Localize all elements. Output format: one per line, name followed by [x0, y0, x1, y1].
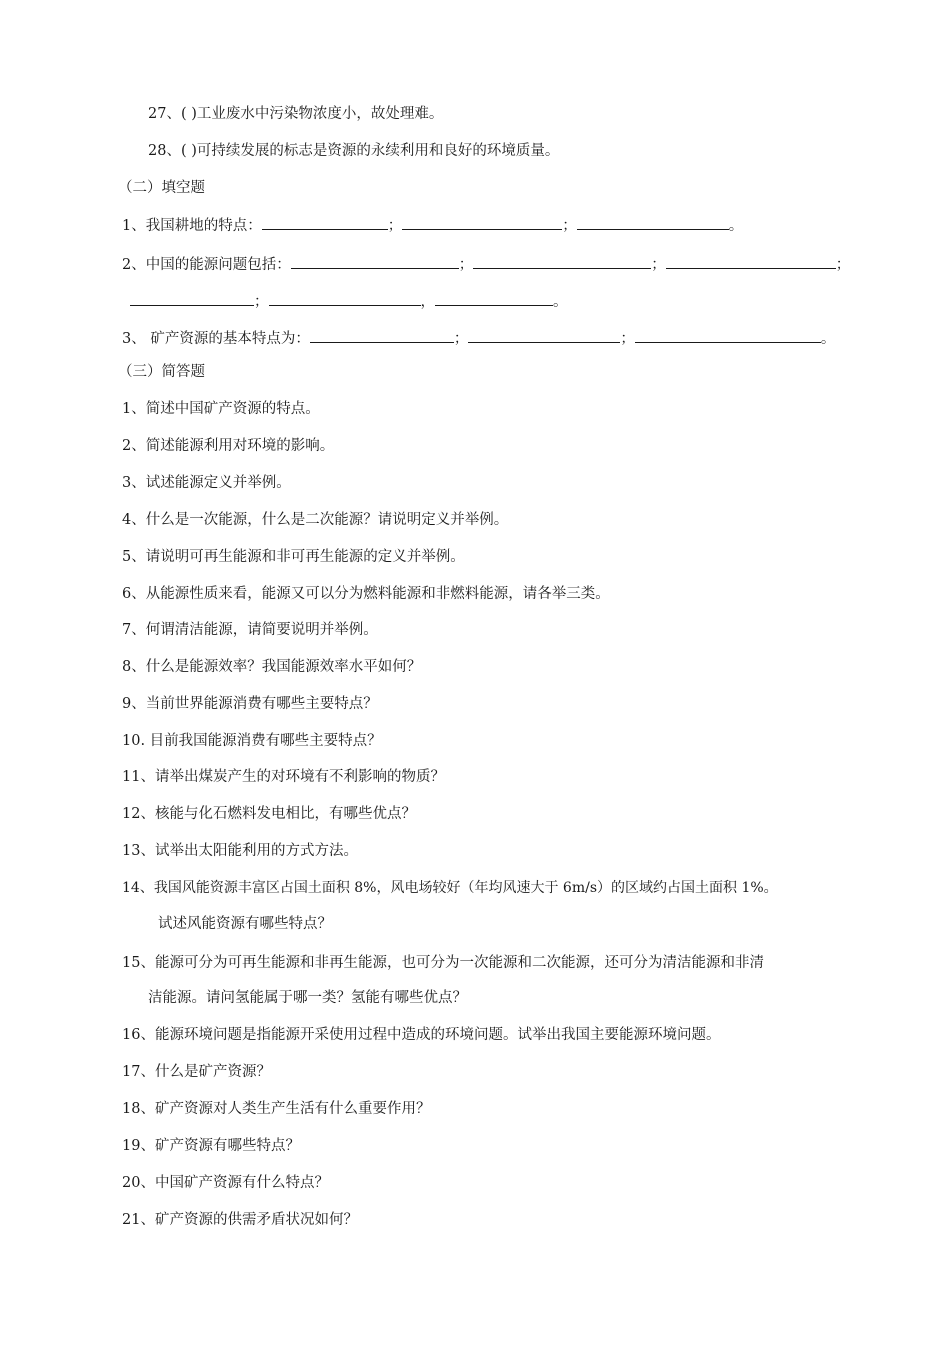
short-answer-question-13: 13、试举出太阳能利用的方式方法。: [122, 843, 358, 859]
short-answer-question-20: 20、中国矿产资源有什么特点？: [122, 1175, 329, 1191]
short-answer-question-17: 17、什么是矿产资源？: [122, 1064, 271, 1080]
short-answer-question-21: 21、矿产资源的供需矛盾状况如何？: [122, 1212, 358, 1228]
short-answer-question-8: 8、什么是能源效率？我国能源效率水平如何？: [122, 659, 422, 675]
fill-in-heading: （二）填空题: [118, 180, 205, 196]
answer-blank[interactable]: [310, 328, 454, 343]
short-answer-question-7: 7、何谓清洁能源，请简要说明并举例。: [122, 622, 378, 638]
short-answer-question-10: 10. 目前我国能源消费有哪些主要特点？: [122, 733, 382, 749]
short-answer-question-5: 5、请说明可再生能源和非可再生能源的定义并举例。: [122, 549, 465, 565]
short-answer-question-19: 19、矿产资源有哪些特点？: [122, 1138, 300, 1154]
short-answer-question-14: 14、我国风能资源丰富区占国土面积 8%，风电场较好（年均风速大于 6m/s）的区域约占国土面积 1%。: [122, 880, 778, 896]
short-answer-question-6: 6、从能源性质来看，能源又可以分为燃料能源和非燃料能源，请各举三类。: [122, 586, 610, 602]
separator: ；: [458, 257, 474, 273]
short-answer-question-4: 4、什么是一次能源，什么是二次能源？请说明定义并举例。: [122, 512, 509, 528]
short-answer-question-14-continued: 试述风能资源有哪些特点？: [158, 916, 332, 932]
short-answer-question-9: 9、当前世界能源消费有哪些主要特点？: [122, 696, 378, 712]
separator: ；: [453, 331, 469, 347]
separator: ；: [651, 257, 666, 273]
answer-blank[interactable]: [262, 215, 388, 230]
separator: 。: [728, 218, 744, 234]
answer-blank[interactable]: [635, 328, 821, 343]
short-answer-question-12: 12、核能与化石燃料发电相比，有哪些优点？: [122, 806, 416, 822]
answer-blank[interactable]: [269, 291, 421, 306]
answer-blank[interactable]: [130, 291, 254, 306]
answer-blank[interactable]: [402, 215, 562, 230]
answer-blank[interactable]: [435, 291, 553, 306]
short-answer-question-15-continued: 洁能源。请问氢能属于哪一类？氢能有哪些优点？: [148, 990, 467, 1006]
true-false-question-28: 28、( )可持续发展的标志是资源的永续利用和良好的环境质量。: [148, 143, 560, 159]
separator: 。: [820, 331, 836, 347]
fill-in-question-1-label: 1、我国耕地的特点：: [122, 218, 262, 234]
separator: ；: [620, 331, 635, 347]
fill-in-question-2-label: 2、中国的能源问题包括：: [122, 257, 291, 273]
separator: ，: [420, 294, 435, 310]
short-answer-question-18: 18、矿产资源对人类生产生活有什么重要作用？: [122, 1101, 431, 1117]
short-answer-question-2: 2、简述能源利用对环境的影响。: [122, 438, 335, 454]
separator: ；: [254, 294, 269, 310]
short-answer-question-15: 15、能源可分为可再生能源和非再生能源，也可分为一次能源和二次能源，还可分为清洁能源和非清: [122, 955, 764, 971]
true-false-question-27: 27、( )工业废水中污染物浓度小，故处理难。: [148, 106, 444, 122]
answer-blank[interactable]: [473, 254, 651, 269]
short-answer-question-3: 3、试述能源定义并举例。: [122, 475, 291, 491]
answer-blank[interactable]: [666, 254, 836, 269]
separator: ；: [387, 218, 403, 234]
short-answer-question-16: 16、能源环境问题是指能源开采使用过程中造成的环境问题。试举出我国主要能源环境问题。: [122, 1027, 721, 1043]
fill-in-question-2: [122, 254, 850, 274]
short-answer-question-1: 1、简述中国矿产资源的特点。: [122, 401, 320, 417]
short-answer-question-11: 11、请举出煤炭产生的对环境有不利影响的物质？: [122, 769, 445, 785]
answer-blank[interactable]: [468, 328, 620, 343]
fill-in-question-3: [122, 328, 835, 348]
fill-in-question-3-label: 3、 矿产资源的基本特点为：: [122, 331, 310, 347]
fill-in-question-1: [122, 215, 743, 235]
fill-in-question-2-continued: [130, 291, 568, 311]
separator: 。: [553, 294, 568, 310]
short-answer-heading: （三）简答题: [118, 364, 205, 380]
separator: ；: [562, 218, 577, 234]
separator: ；: [835, 257, 851, 273]
answer-blank[interactable]: [577, 215, 729, 230]
answer-blank[interactable]: [291, 254, 459, 269]
